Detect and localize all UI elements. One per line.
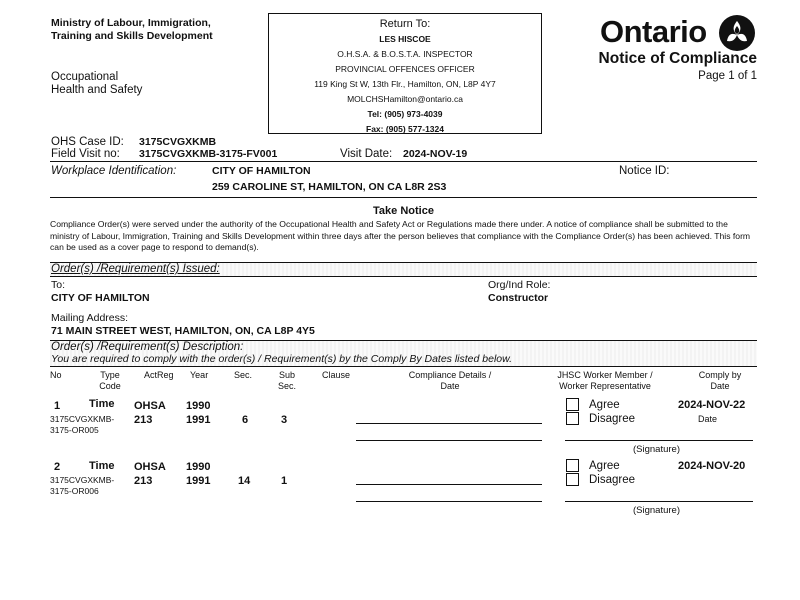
field-visit-label: Field Visit no:: [51, 148, 120, 160]
row-code-1: 3175CVGXKMB-: [50, 475, 115, 485]
row-reg: 213: [134, 414, 153, 426]
return-to-box: [268, 13, 542, 134]
divider-orders: [50, 276, 757, 277]
row-code-2: 3175-OR005: [50, 425, 99, 435]
trillium-icon: [718, 14, 756, 52]
row-type: Time: [89, 460, 115, 472]
col-comply-by: [690, 370, 750, 392]
case-id-label: OHS Case ID:: [51, 136, 124, 148]
mailing-address-label: Mailing Address:: [51, 312, 129, 324]
row-type: Time: [89, 398, 115, 410]
return-to-title: Return To:: [379, 18, 431, 30]
ministry-line-2: Training and Skills Development: [51, 30, 213, 42]
row-sec: 6: [242, 414, 249, 426]
workplace-address: 259 CAROLINE ST, HAMILTON, ON CA L8R 2S3: [212, 181, 447, 193]
row-no: 2: [54, 461, 61, 473]
page-indicator: Page 1 of 1: [698, 70, 757, 82]
signature-line[interactable]: [565, 501, 753, 502]
col-subsec: [276, 370, 298, 392]
row-act: OHSA: [134, 461, 166, 473]
office-tel: Tel: (905) 973-4039: [367, 109, 443, 119]
compliance-details-line-2[interactable]: [356, 501, 542, 502]
row-no: 1: [54, 400, 61, 412]
row-code-2: 3175-OR006: [50, 486, 99, 496]
visit-date-label: Visit Date:: [340, 148, 393, 160]
agree-checkbox[interactable]: [566, 459, 579, 472]
divider-table-header: [50, 366, 757, 367]
agree-label: Agree: [589, 460, 620, 472]
workplace-name: CITY OF HAMILTON: [212, 165, 311, 177]
signature-line[interactable]: [565, 440, 753, 441]
workplace-label: Workplace Identification:: [51, 165, 177, 177]
col-jhsc-1: JHSC Worker Member /: [557, 370, 653, 380]
office-fax: Fax: (905) 577-1324: [366, 124, 444, 134]
divider-workplace: [50, 197, 757, 198]
ontario-logo: [600, 12, 760, 52]
inspector-role-2: PROVINCIAL OFFENCES OFFICER: [335, 64, 475, 74]
col-type: Type: [100, 370, 120, 380]
row-year-2: 1991: [186, 475, 211, 487]
disagree-checkbox[interactable]: [566, 412, 579, 425]
col-sec: Sec.: [234, 370, 253, 380]
row-reg: 213: [134, 475, 153, 487]
ministry-line-1: Ministry of Labour, Immigration,: [51, 17, 211, 29]
inspector-name: LES HISCOE: [379, 34, 431, 44]
col-type-code: [92, 370, 128, 392]
org-role-label: Org/Ind Role:: [488, 279, 551, 291]
agree-label: Agree: [589, 399, 620, 411]
office-email: MOLCHSHamilton@ontario.ca: [347, 94, 463, 104]
col-jhsc: [550, 370, 660, 392]
take-notice-heading: Take Notice: [373, 205, 434, 217]
visit-date-value: 2024-NOV-19: [403, 148, 468, 160]
col-no: No: [50, 370, 62, 380]
description-heading: Order(s) /Requirement(s) Description:: [51, 341, 244, 353]
division-line-1: Occupational: [51, 71, 119, 83]
compliance-details-line[interactable]: [356, 484, 542, 485]
row-sub: 3: [281, 414, 288, 426]
field-visit-value: 3175CVGXKMB-3175-FV001: [139, 148, 278, 160]
col-comply-by-1: Comply by: [698, 370, 742, 380]
col-compliance-details-1: Compliance Details /: [408, 370, 492, 380]
signature-label: (Signature): [633, 444, 680, 455]
to-label: To:: [51, 279, 66, 291]
col-clause: Clause: [322, 370, 351, 380]
compliance-details-line[interactable]: [356, 423, 542, 424]
col-actreg: ActReg: [144, 370, 174, 380]
disagree-checkbox[interactable]: [566, 473, 579, 486]
mailing-address-value: 71 MAIN STREET WEST, HAMILTON, ON, CA L8P 4Y5: [51, 325, 315, 337]
description-instruction: You are required to comply with the order(s) / Requirement(s) by the Comply By Dates listed below.: [51, 353, 513, 365]
col-sub: Sub: [278, 370, 295, 380]
comply-by-date: 2024-NOV-22: [678, 399, 746, 411]
take-notice-body: Compliance Order(s) were served under the authority of the Occupational Health and Safety Act or Regulations made there under. A notice of compliance shall be submitted to the ministry of Labour, Immigration, Training and Skills Development within three days after the person believes that compliance with the Compliance Order(s) has been achieved. This form can be used as a cover page to respond to demand(s).: [50, 219, 751, 252]
col-comply-by-2: Date: [710, 381, 730, 391]
division-line-2: Health and Safety: [51, 84, 143, 96]
compliance-details-line-2[interactable]: [356, 440, 542, 441]
office-address: 119 King St W, 13th Flr., Hamilton, ON, L8P 4Y7: [314, 79, 496, 89]
col-sub-sec: Sec.: [277, 381, 296, 391]
row-sec: 14: [238, 475, 251, 487]
col-compliance-details: [380, 370, 520, 392]
col-year: Year: [190, 370, 209, 380]
agree-checkbox[interactable]: [566, 398, 579, 411]
to-value: CITY OF HAMILTON: [51, 292, 150, 304]
comply-by-date-label: Date: [698, 414, 718, 424]
col-code: Code: [99, 381, 121, 391]
row-act: OHSA: [134, 400, 166, 412]
signature-label: (Signature): [633, 505, 680, 516]
row-code-1: 3175CVGXKMB-: [50, 414, 115, 424]
disagree-label: Disagree: [589, 474, 636, 486]
disagree-label: Disagree: [589, 413, 636, 425]
notice-id-label: Notice ID:: [619, 165, 670, 177]
row-sub: 1: [281, 475, 288, 487]
row-year-1: 1990: [186, 461, 211, 473]
row-year-2: 1991: [186, 414, 211, 426]
col-jhsc-2: Worker Representative: [559, 381, 651, 391]
inspector-role-1: O.H.S.A. & B.O.S.T.A. INSPECTOR: [337, 49, 473, 59]
ontario-logo-text: Ontario: [600, 14, 707, 49]
ministry-name: [51, 17, 213, 43]
col-compliance-details-2: Date: [440, 381, 460, 391]
comply-by-date: 2024-NOV-20: [678, 460, 746, 472]
division-name: [51, 71, 142, 97]
case-id-value: 3175CVGXKMB: [139, 136, 217, 148]
row-year-1: 1990: [186, 400, 211, 412]
orders-issued-heading: Order(s) /Requirement(s) Issued:: [51, 263, 220, 275]
org-role-value: Constructor: [488, 292, 549, 304]
document-title: Notice of Compliance: [598, 50, 757, 67]
divider-case: [50, 161, 757, 162]
